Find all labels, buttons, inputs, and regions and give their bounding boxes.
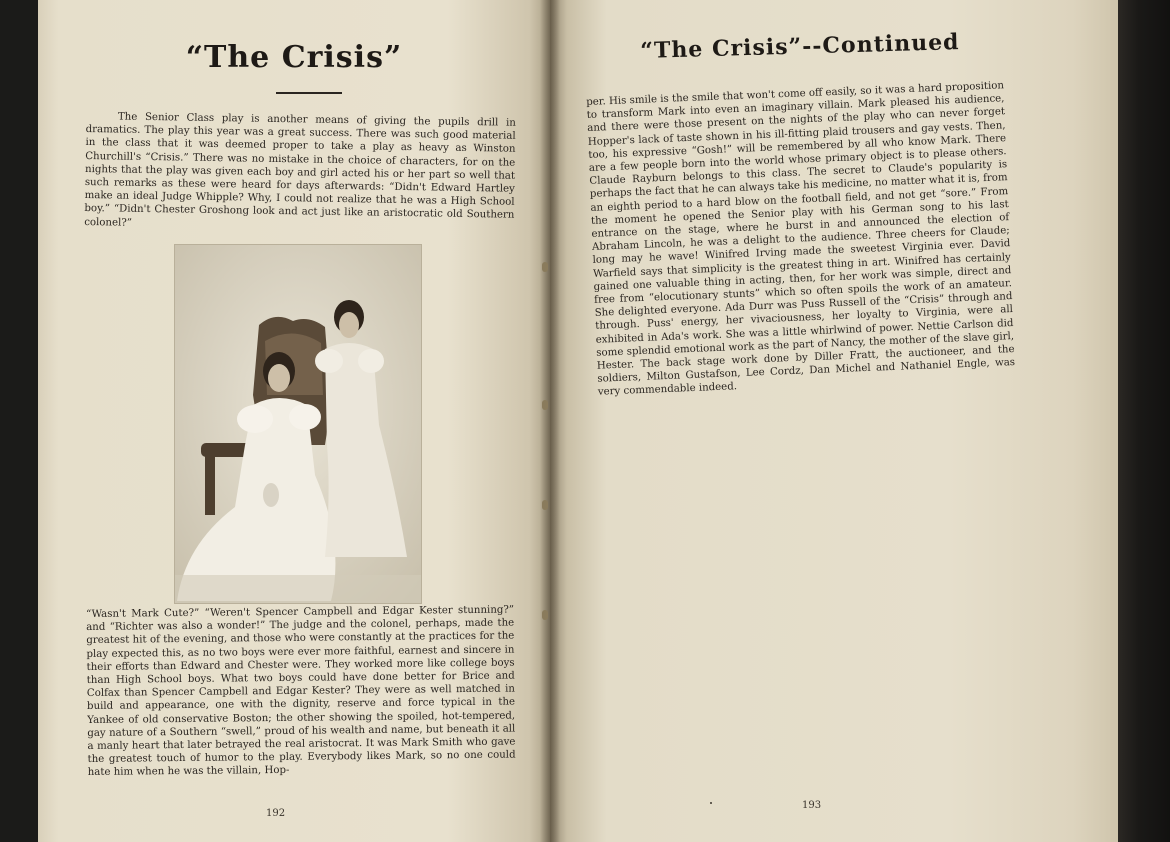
hand-purse	[263, 483, 279, 507]
page-number-left: 192	[266, 808, 286, 819]
puffed-sleeve-left	[237, 405, 273, 433]
standing-sleeve-right	[358, 349, 384, 373]
two-women-photo-illustration	[175, 245, 421, 603]
standing-sleeve-left	[315, 349, 343, 373]
page-number-right: 193	[802, 800, 822, 811]
left-page-title: “The Crisis”	[185, 40, 403, 75]
right-page	[550, 0, 1118, 842]
right-page-title: “The Crisis”--Continued	[640, 29, 960, 64]
stitch-mark	[542, 500, 548, 510]
chair-leg	[205, 455, 215, 515]
book-edge-shadow	[1118, 0, 1170, 842]
left-page	[38, 0, 550, 842]
floor	[175, 575, 421, 603]
stitch-mark	[542, 400, 548, 410]
right-paragraph: per. His smile is the smile that won't come off easily, so it was a hard proposition to transform Mark into even an imaginary villain. Mark pleased his audience, and there were those present on the nights of the play who can never forget Hopper's lack of taste shown in his ill-fitting plaid trousers and gay vests. Then, too, his expressive “Gosh!” will be remembered by all who know Mark. There are a few people born into the world whose primary object is to please others. Claude Rayburn belongs to this class. The secret to Claude's popularity is perhaps the fact that he can always take his medicine, no matter what it is, from an eighth period to a hard blow on the football field, and not get “sore.” From the moment he opened the Senior play with his German song to his last entrance on the stage, where he burst in and announced the election of Abraham Lincoln, he was a delight to the audience. Three cheers for Claude; long may he wave! Winifred Irving made the sweetest Virginia ever. David Warfield says that simplicity is the greatest thing in art. Winifred has certainly gained one valuable thing in acting, then, for her work was simple, direct and free from “elocutionary stunts” which so often spoils the work of an amateur. She delighted everyone. Ada Durr was Puss Russell of the “Crisis” through and through. Puss' energy, her vivaciousness, her loyalty to Virginia, were all exhibited in Ada's work. She was a little whirlwind of power. Nettie Carlson did some splendid emotional work as the part of Nancy, the mother of the slave girl, Hester. The back stage work done by Diller Fratt, the auctioneer, and the soldiers, Milton Gustafson, Lee Cordz, Dan Michel and Nathaniel Engle, was very commendable indeed.	[586, 80, 1016, 399]
book-gutter	[540, 0, 560, 842]
title-underline	[276, 92, 342, 94]
left-paragraph-1: The Senior Class play is another means of giving the pupils drill in dramatics. The play this year was a great success. There was such good material in the class that it was deemed proper to take a play as heavy as Winston Churchill's “Crisis.” There was no mistake in the choice of characters, for on the nights that the play was given each boy and girl acted his or her part so well that such remarks as these were heard for days afterwards: “Didn't Edward Hartley make an ideal Judge Whipple? Why, I could not realize that he was a High School boy.” “Didn't Chester Groshong look and act just like an aristocratic old Southern colonel?”	[84, 111, 516, 229]
standing-woman-face	[339, 312, 359, 338]
cast-photograph	[174, 244, 422, 604]
stitch-mark	[542, 262, 548, 272]
puffed-sleeve-right	[289, 404, 321, 430]
seated-woman-face	[268, 364, 290, 392]
stitch-mark	[542, 610, 548, 620]
left-paragraph-2: “Wasn't Mark Cute?” “Weren't Spencer Campbell and Edgar Kester stunning?” and “Richter was also a wonder!” The judge and the colonel, perhaps, made the greatest hit of the evening, and those who were constantly at the practices for the play expected this, as no two boys were ever more faithful, earnest and sincere in their efforts than Edward and Chester were. They worked more like college boys than High School boys. What two boys could have done better for Brice and Colfax than Spencer Campbell and Edgar Kester? They were as well matched in build and appearance, one with the dignity, reserve and force typical in the Yankee of old conservative Boston; the other showing the spoiled, hot-tempered, gay nature of a Southern “swell,” proud of his wealth and name, but beneath it all a manly heart that later betrayed the real aristocrat. It was Mark Smith who gave the greatest touch of humor to the play. Everybody likes Mark, so no one could hate him when he was the villain, Hop-	[86, 604, 516, 779]
page-speck	[710, 802, 712, 804]
